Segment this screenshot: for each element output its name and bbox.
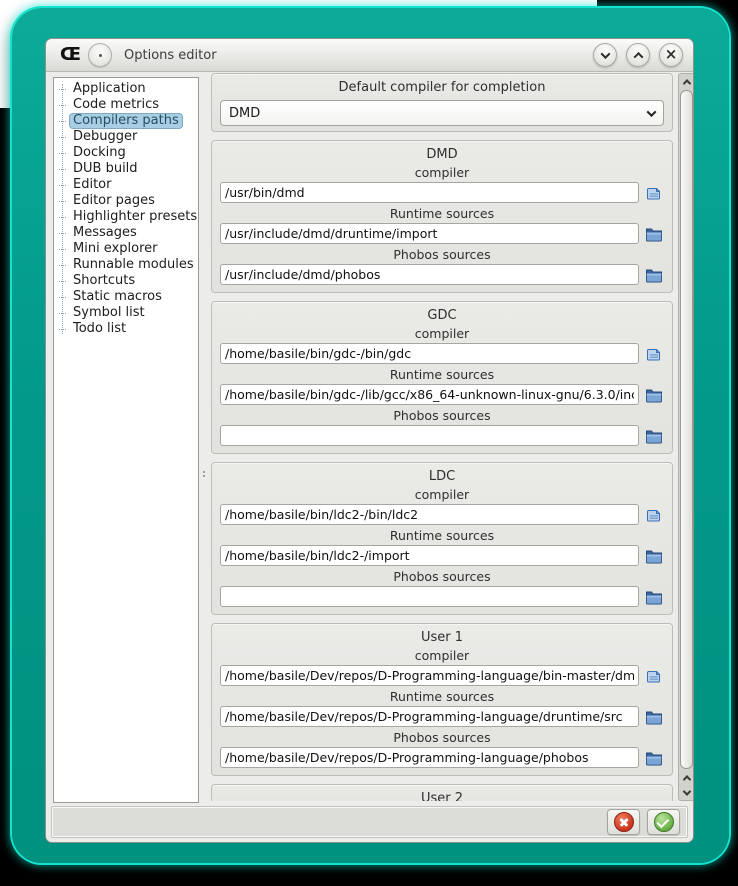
sidebar-item-label: Todo list <box>73 321 127 336</box>
panel-splitter[interactable] <box>199 77 211 803</box>
path-input[interactable] <box>220 586 639 607</box>
compiler-section <box>211 623 673 776</box>
sidebar-item[interactable] <box>57 97 198 113</box>
sidebar-item-label: Docking <box>73 145 126 160</box>
compiler-section <box>211 140 673 293</box>
sidebar-item[interactable] <box>57 81 198 97</box>
cancel-button[interactable] <box>607 809 640 835</box>
file-icon <box>646 184 663 201</box>
folder-icon <box>645 226 663 242</box>
open-folder-button[interactable] <box>644 386 664 404</box>
sidebar-item-label: DUB build <box>73 161 138 176</box>
section-title: GDC <box>427 308 457 323</box>
field-label: Runtime sources <box>389 367 495 382</box>
red-cross-icon <box>614 812 634 832</box>
path-input[interactable] <box>220 425 639 446</box>
path-input[interactable] <box>220 504 639 525</box>
chevron-down-icon <box>647 107 657 117</box>
open-file-button[interactable] <box>644 345 664 363</box>
open-file-button[interactable] <box>644 184 664 202</box>
sidebar-item[interactable] <box>57 289 198 305</box>
scroll-up-button[interactable] <box>679 74 694 89</box>
default-compiler-select[interactable] <box>220 100 664 126</box>
folder-icon <box>645 709 663 725</box>
scroll-up-button-bottom[interactable] <box>679 770 694 785</box>
file-icon <box>646 667 663 684</box>
sidebar-item[interactable] <box>57 225 198 241</box>
open-file-button[interactable] <box>644 506 664 524</box>
field-label: compiler <box>414 326 470 341</box>
scroll-down-button[interactable] <box>679 785 694 800</box>
sidebar-item[interactable] <box>57 129 198 145</box>
sidebar-item[interactable] <box>57 161 198 177</box>
path-input[interactable] <box>220 264 639 285</box>
folder-icon <box>645 267 663 283</box>
compiler-section <box>211 301 673 454</box>
open-folder-button[interactable] <box>644 266 664 284</box>
sidebar-item-label: Symbol list <box>73 305 145 320</box>
menu-dot-icon <box>99 54 102 57</box>
field-label: compiler <box>414 487 470 502</box>
path-input[interactable] <box>220 545 639 566</box>
sidebar-item[interactable] <box>57 209 198 225</box>
path-input[interactable] <box>220 665 639 686</box>
sidebar-item[interactable] <box>57 241 198 257</box>
compilers-paths-page <box>211 73 673 801</box>
compiler-section <box>211 462 673 615</box>
field-label: compiler <box>414 648 470 663</box>
sidebar-item-label: Highlighter presets <box>73 209 198 224</box>
path-input[interactable] <box>220 223 639 244</box>
sidebar-item-label: Editor <box>73 177 112 192</box>
dialog-button-bar <box>52 807 687 837</box>
options-editor-window <box>45 38 694 843</box>
categories-tree <box>57 81 198 337</box>
coedit-logo-icon: Œ <box>60 44 81 65</box>
sidebar-item-label: Mini explorer <box>73 241 158 256</box>
green-check-icon <box>654 812 674 832</box>
default-compiler-title: Default compiler for completion <box>338 80 546 95</box>
sidebar-item[interactable] <box>57 321 198 337</box>
scrollbar-thumb[interactable] <box>680 90 693 769</box>
open-folder-button[interactable] <box>644 708 664 726</box>
combo-selected-value: DMD <box>229 105 261 121</box>
folder-icon <box>645 750 663 766</box>
chevron-down-icon <box>600 49 610 59</box>
field-label: Phobos sources <box>393 408 491 423</box>
folder-icon <box>645 387 663 403</box>
sidebar-item[interactable] <box>57 113 198 129</box>
sidebar-item-label: Runnable modules <box>73 257 194 272</box>
sidebar-item[interactable] <box>57 273 198 289</box>
file-icon <box>646 345 663 362</box>
sidebar-item[interactable] <box>57 193 198 209</box>
field-label: Phobos sources <box>393 569 491 584</box>
section-title: User 1 <box>420 630 464 645</box>
folder-icon <box>645 428 663 444</box>
accept-button[interactable] <box>647 809 680 835</box>
sidebar-item-label: Static macros <box>73 289 162 304</box>
open-folder-button[interactable] <box>644 547 664 565</box>
field-label: Runtime sources <box>389 689 495 704</box>
window-menu-button[interactable] <box>88 43 112 67</box>
open-folder-button[interactable] <box>644 427 664 445</box>
sidebar-item-label: Messages <box>73 225 137 240</box>
path-input[interactable] <box>220 182 639 203</box>
shade-button[interactable] <box>626 43 650 67</box>
close-icon: × <box>664 45 678 63</box>
section-title: User 2 <box>420 791 464 801</box>
path-input[interactable] <box>220 384 639 405</box>
open-folder-button[interactable] <box>644 588 664 606</box>
chevron-up-icon <box>682 775 690 783</box>
sidebar-item[interactable] <box>57 145 198 161</box>
section-title: LDC <box>428 469 456 484</box>
open-folder-button[interactable] <box>644 225 664 243</box>
sidebar-item-label: Application <box>73 81 146 96</box>
vertical-scrollbar[interactable] <box>678 73 694 801</box>
sidebar-item[interactable] <box>57 177 198 193</box>
field-label: compiler <box>414 165 470 180</box>
open-folder-button[interactable] <box>644 749 664 767</box>
window-title: Options editor <box>124 47 217 63</box>
field-label: Runtime sources <box>389 206 495 221</box>
chevron-down-icon <box>682 787 690 795</box>
categories-panel <box>53 77 199 803</box>
titlebar[interactable] <box>46 39 693 72</box>
field-label: Phobos sources <box>393 730 491 745</box>
window-decoration-frame <box>12 8 729 863</box>
file-icon <box>646 506 663 523</box>
field-label: Phobos sources <box>393 247 491 262</box>
sidebar-item-label: Shortcuts <box>73 273 136 288</box>
folder-icon <box>645 589 663 605</box>
field-label: Runtime sources <box>389 528 495 543</box>
folder-icon <box>645 548 663 564</box>
open-file-button[interactable] <box>644 667 664 685</box>
sidebar-item-label: Code metrics <box>73 97 160 112</box>
splitter-grip-icon <box>203 469 205 479</box>
path-input[interactable] <box>220 706 639 727</box>
path-input[interactable] <box>220 747 639 768</box>
tree-guide-line <box>62 84 63 334</box>
compiler-section <box>211 784 673 801</box>
sidebar-item-label: Compilers paths <box>69 113 183 129</box>
default-compiler-panel <box>211 73 673 132</box>
sidebar-item-label: Debugger <box>73 129 138 144</box>
minimize-button[interactable] <box>593 43 617 67</box>
close-button[interactable] <box>659 43 683 67</box>
path-input[interactable] <box>220 343 639 364</box>
sidebar-item[interactable] <box>57 257 198 273</box>
sidebar-item-label: Editor pages <box>73 193 155 208</box>
sidebar-item[interactable] <box>57 305 198 321</box>
chevron-up-icon <box>682 79 690 87</box>
chevron-up-icon <box>633 51 643 61</box>
section-title: DMD <box>426 147 458 162</box>
